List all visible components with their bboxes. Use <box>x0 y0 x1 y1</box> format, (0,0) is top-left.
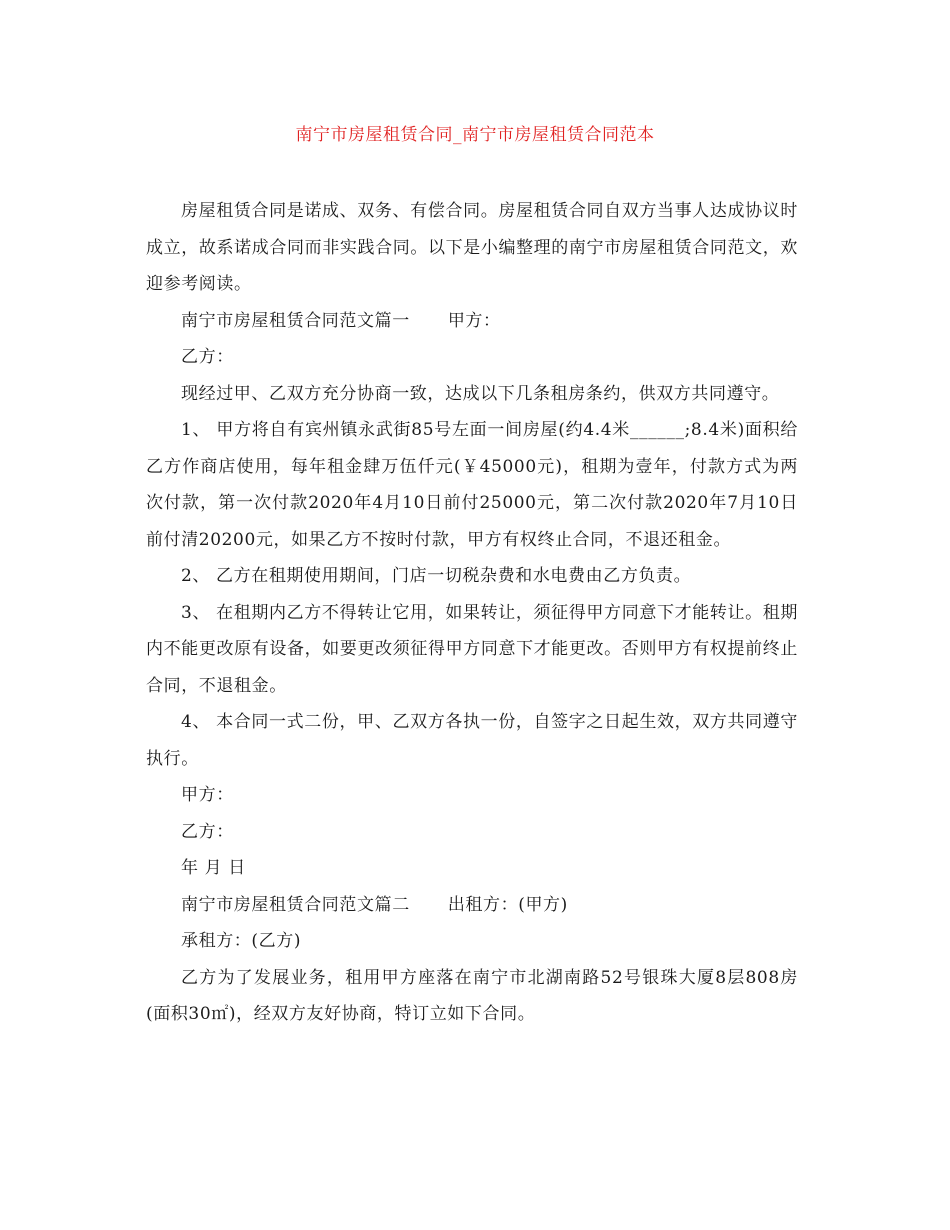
clause-4: 4、 本合同一式二份，甲、乙双方各执一份，自签字之日起生效，双方共同遵守执行。 <box>146 712 798 769</box>
part1-party-a: 甲方： <box>447 310 501 331</box>
part2-lessor: 出租方：(甲方) <box>447 894 568 915</box>
part1-heading: 南宁市房屋租赁合同范文篇一 <box>181 310 410 331</box>
part1-preamble: 现经过甲、乙双方充分协商一致，达成以下几条租房条约，供双方共同遵守。 <box>181 383 780 404</box>
part2-heading: 南宁市房屋租赁合同范文篇二 <box>181 894 410 915</box>
sign-party-b: 乙方： <box>181 821 234 842</box>
part2-preamble: 乙方为了发展业务，租用甲方座落在南宁市北湖南路52号银珠大厦8层808房(面积30㎡)，经双方友好协商，特订立如下合同。 <box>146 967 798 1024</box>
part2-lessee: 承租方：(乙方) <box>181 931 302 951</box>
clause-2: 2、 乙方在租期使用期间，门店一切税杂费和水电费由乙方负责。 <box>181 566 692 586</box>
part2-heading-line <box>146 887 798 924</box>
document-title: 南宁市房屋租赁合同_南宁市房屋租赁合同范本 <box>295 125 655 145</box>
clause-1: 1、 甲方将自有宾州镇永武街85号左面一间房屋(约4.4米______;8.4米)面积给乙方作商店使用，每年租金肆万伍仟元(￥45000元)，租期为壹年，付款方式为两次付款，第一次付款2020年4月10日前付25000元，第二次付款2020年7月10日前付清20200元，如果乙方不按时付款，甲方有权终止合同，不退还租金。 <box>146 420 798 550</box>
part1-party-b: 乙方： <box>181 347 234 367</box>
clause-3: 3、 在租期内乙方不得转让它用，如果转让，须征得甲方同意下才能转让。租期内不能更改原有设备，如要更改须征得甲方同意下才能更改。否则甲方有权提前终止合同，不退租金。 <box>146 602 798 696</box>
sign-party-a: 甲方： <box>181 785 234 805</box>
document-body <box>146 193 798 1033</box>
sign-date: 年 月 日 <box>181 858 246 878</box>
intro-paragraph: 房屋租赁合同是诺成、双务、有偿合同。房屋租赁合同自双方当事人达成协议时成立，故系诺成合同而非实践合同。以下是小编整理的南宁市房屋租赁合同范文，欢迎参考阅读。 <box>146 201 798 294</box>
part1-heading-line <box>146 303 798 340</box>
